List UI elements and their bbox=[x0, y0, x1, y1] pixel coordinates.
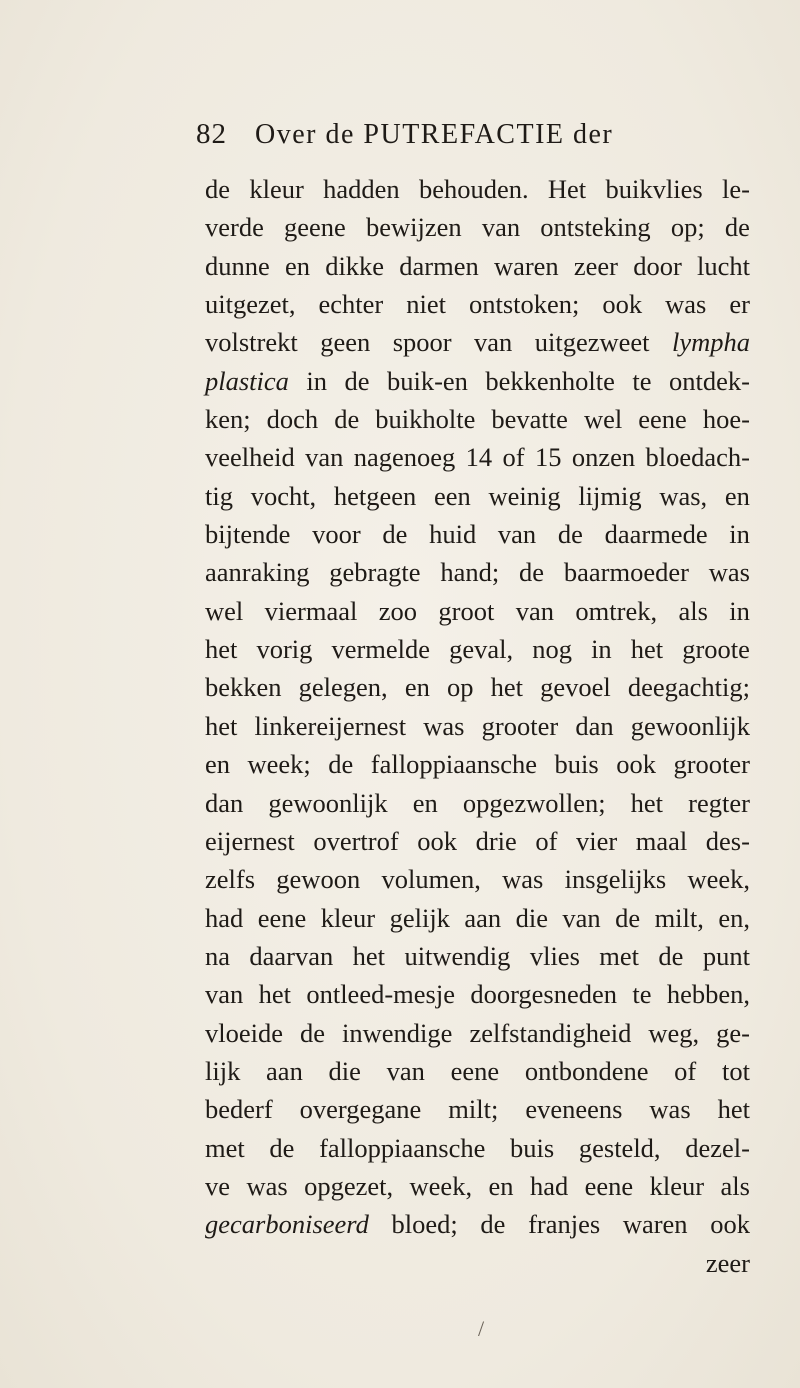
word: ook bbox=[417, 825, 457, 856]
word: de bbox=[480, 1209, 506, 1240]
word: lijmig bbox=[578, 480, 642, 511]
text-line bbox=[205, 745, 750, 783]
word: nagenoeg bbox=[353, 442, 456, 473]
word: aanraking bbox=[205, 557, 310, 588]
word: waren bbox=[493, 250, 559, 281]
word: na bbox=[205, 940, 231, 971]
word: of bbox=[674, 1055, 697, 1086]
word: en bbox=[284, 250, 310, 281]
word: buikvlies bbox=[605, 174, 703, 204]
word: ook bbox=[616, 749, 656, 780]
word: geen bbox=[320, 327, 371, 358]
text-line bbox=[205, 247, 750, 285]
text-line bbox=[205, 860, 750, 898]
text-line bbox=[205, 975, 750, 1013]
word: spoor bbox=[392, 327, 452, 358]
word: baarmoeder bbox=[563, 557, 689, 588]
word: overgegane bbox=[299, 1094, 422, 1125]
word: was bbox=[708, 557, 750, 588]
word: was, bbox=[659, 480, 708, 511]
word: en bbox=[412, 787, 438, 818]
word: de bbox=[724, 212, 750, 243]
word: week, bbox=[687, 864, 750, 895]
word: aan bbox=[266, 1055, 303, 1086]
text-line bbox=[205, 170, 750, 208]
word: van bbox=[305, 442, 344, 473]
word: 14 bbox=[465, 442, 493, 473]
word: kleur bbox=[249, 174, 304, 204]
text-line bbox=[205, 1052, 750, 1090]
word: ge- bbox=[716, 1017, 750, 1048]
catchword-line bbox=[205, 1244, 750, 1282]
word: ve bbox=[205, 1170, 231, 1201]
word: opgezwollen; bbox=[462, 787, 606, 818]
catchword: zeer bbox=[705, 1247, 750, 1278]
word: doorgesneden bbox=[470, 979, 618, 1010]
word: lympha bbox=[671, 327, 750, 358]
text-line bbox=[205, 784, 750, 822]
word: eene bbox=[638, 404, 687, 435]
word: hebben, bbox=[666, 979, 750, 1010]
word: hand; bbox=[440, 557, 500, 588]
word: bederf bbox=[205, 1094, 273, 1125]
word: de bbox=[557, 519, 583, 550]
word: daarmede bbox=[604, 519, 708, 550]
text-line bbox=[205, 1014, 750, 1052]
word: door bbox=[633, 250, 682, 281]
word: wel bbox=[583, 404, 623, 435]
text-line bbox=[205, 285, 750, 323]
text-line bbox=[205, 477, 750, 515]
word: op; bbox=[670, 212, 705, 243]
word: veelheid bbox=[205, 442, 295, 473]
word: vermelde bbox=[331, 634, 431, 665]
word: van bbox=[205, 979, 244, 1010]
word: regter bbox=[688, 787, 750, 818]
word: ontleed-mesje bbox=[306, 979, 455, 1010]
word: linkereijernest bbox=[254, 710, 407, 741]
word: buis bbox=[554, 749, 599, 780]
word: de bbox=[334, 404, 360, 435]
word: ontbondene bbox=[524, 1055, 649, 1086]
word: de bbox=[519, 557, 545, 588]
page-number: 82 bbox=[196, 118, 227, 150]
word: lijk bbox=[205, 1055, 241, 1086]
word: vloeide bbox=[205, 1017, 283, 1048]
word: tot bbox=[721, 1055, 750, 1086]
word: wel bbox=[205, 595, 244, 626]
word: punt bbox=[702, 940, 750, 971]
word: was bbox=[246, 1170, 288, 1201]
word: was bbox=[665, 289, 707, 320]
word: als bbox=[720, 1170, 750, 1201]
word: die bbox=[328, 1055, 361, 1086]
word: de bbox=[300, 1017, 326, 1048]
word: bekken bbox=[205, 672, 282, 703]
word: franjes bbox=[528, 1209, 601, 1240]
word: volumen, bbox=[381, 864, 481, 895]
word: gevoel bbox=[540, 672, 611, 703]
word: nog bbox=[532, 634, 572, 665]
word: de bbox=[205, 174, 231, 204]
running-head bbox=[196, 118, 756, 158]
word: en bbox=[488, 1170, 514, 1201]
word: het bbox=[258, 979, 291, 1010]
word: was bbox=[502, 864, 544, 895]
word: omtrek, bbox=[575, 595, 658, 626]
word: van bbox=[386, 1055, 425, 1086]
word: geene bbox=[284, 212, 346, 243]
word: echter bbox=[318, 289, 384, 320]
word: bevatte bbox=[491, 404, 568, 435]
word: gewoonlijk bbox=[630, 710, 750, 741]
word: was bbox=[649, 1094, 691, 1125]
word: met bbox=[599, 940, 640, 971]
word: en bbox=[724, 480, 750, 511]
word: eene bbox=[257, 902, 307, 933]
word: ontstoken; bbox=[468, 289, 580, 320]
word: hoe- bbox=[702, 404, 750, 435]
word: grooter bbox=[673, 749, 750, 780]
word: het bbox=[630, 634, 664, 665]
word: le- bbox=[721, 174, 750, 204]
word: de bbox=[328, 749, 354, 780]
word: zelfstandigheid bbox=[469, 1017, 632, 1048]
word: plastica bbox=[205, 365, 289, 396]
word: vorig bbox=[256, 634, 313, 665]
word: kleur bbox=[649, 1170, 705, 1201]
word: verde bbox=[205, 212, 264, 243]
word: volstrekt bbox=[205, 327, 298, 358]
word: dan bbox=[575, 710, 614, 741]
word: en, bbox=[718, 902, 750, 933]
word: doch bbox=[266, 404, 319, 435]
word: in bbox=[591, 634, 612, 665]
word: die bbox=[515, 902, 548, 933]
word: buis bbox=[510, 1132, 555, 1163]
word: zoo bbox=[378, 595, 418, 626]
word: en bbox=[404, 672, 430, 703]
margin-mark: / bbox=[478, 1316, 485, 1341]
word: in bbox=[306, 365, 328, 396]
text-line bbox=[205, 899, 750, 937]
word: milt, bbox=[654, 902, 704, 933]
text-line bbox=[205, 400, 750, 438]
word: in bbox=[729, 595, 750, 626]
word: de bbox=[382, 519, 408, 550]
word: zelfs bbox=[205, 864, 256, 895]
word: weinig bbox=[488, 480, 561, 511]
word: eene bbox=[450, 1055, 500, 1086]
word: ontsteking bbox=[540, 212, 651, 243]
text-line bbox=[205, 668, 750, 706]
word: waren bbox=[622, 1209, 688, 1240]
text-line bbox=[205, 208, 750, 246]
word: gewoonlijk bbox=[268, 787, 388, 818]
text-line bbox=[205, 438, 750, 476]
word: de bbox=[615, 902, 641, 933]
word: Het bbox=[547, 174, 587, 204]
word: in bbox=[729, 519, 750, 550]
word: of bbox=[502, 442, 525, 473]
word: het bbox=[205, 710, 238, 741]
word: kleur bbox=[320, 902, 376, 933]
word: falloppiaansche bbox=[370, 749, 538, 780]
word: niet bbox=[406, 289, 446, 320]
word: groot bbox=[438, 595, 495, 626]
word: voor bbox=[312, 519, 361, 550]
word: er bbox=[729, 289, 750, 320]
word: van bbox=[474, 327, 513, 358]
word: het bbox=[630, 787, 664, 818]
word: hetgeen bbox=[333, 480, 417, 511]
word: inwendige bbox=[342, 1017, 453, 1048]
word: dunne bbox=[205, 250, 270, 281]
body-text bbox=[205, 170, 750, 1282]
word: dezel- bbox=[685, 1132, 750, 1163]
word: grooter bbox=[481, 710, 559, 741]
text-line bbox=[205, 937, 750, 975]
word: zeer bbox=[573, 250, 619, 281]
text-line bbox=[205, 1129, 750, 1167]
text-line bbox=[205, 323, 750, 361]
word: groote bbox=[682, 634, 750, 665]
text-line bbox=[205, 1205, 750, 1243]
word: ontdek- bbox=[668, 365, 750, 396]
word: eveneens bbox=[525, 1094, 623, 1125]
word: lucht bbox=[697, 250, 750, 281]
word: daarvan bbox=[249, 940, 334, 971]
word: de bbox=[269, 1132, 295, 1163]
text-line bbox=[205, 822, 750, 860]
word: dikke bbox=[325, 250, 385, 281]
word: vocht, bbox=[250, 480, 317, 511]
word: was bbox=[423, 710, 465, 741]
word: des- bbox=[705, 825, 750, 856]
word: de bbox=[658, 940, 684, 971]
word: onzen bbox=[571, 442, 636, 473]
word: bloedach- bbox=[645, 442, 750, 473]
word: en bbox=[205, 749, 231, 780]
word: te bbox=[632, 979, 652, 1010]
word: tig bbox=[205, 480, 233, 511]
word: uitgezweet bbox=[534, 327, 650, 358]
word: milt; bbox=[448, 1094, 499, 1125]
word: vier bbox=[575, 825, 618, 856]
word: week, bbox=[409, 1170, 473, 1201]
text-line bbox=[205, 630, 750, 668]
word: van bbox=[497, 519, 537, 550]
word: buik-en bbox=[386, 365, 468, 396]
text-line bbox=[205, 1090, 750, 1128]
word: met bbox=[205, 1132, 245, 1163]
text-line bbox=[205, 553, 750, 591]
running-title: Over de PUTREFACTIE der bbox=[255, 119, 614, 150]
word: buikholte bbox=[375, 404, 476, 435]
word: huid bbox=[429, 519, 477, 550]
word: insgelijks bbox=[564, 864, 667, 895]
word: deegachtig; bbox=[627, 672, 750, 703]
word: op bbox=[446, 672, 474, 703]
word: gewoon bbox=[276, 864, 361, 895]
word: het bbox=[205, 634, 238, 665]
text-line bbox=[205, 707, 750, 745]
word: aan bbox=[464, 902, 502, 933]
text-line bbox=[205, 1167, 750, 1205]
word: gecarboniseerd bbox=[205, 1209, 369, 1240]
word: van bbox=[481, 212, 521, 243]
word: 15 bbox=[534, 442, 562, 473]
word: behouden. bbox=[418, 174, 529, 204]
word: dan bbox=[205, 787, 244, 818]
word: bewijzen bbox=[366, 212, 462, 243]
word: drie bbox=[475, 825, 517, 856]
word: bijtende bbox=[205, 519, 291, 550]
text-line bbox=[205, 592, 750, 630]
word: overtrof bbox=[313, 825, 399, 856]
word: ken; bbox=[205, 404, 251, 435]
word: weg, bbox=[648, 1017, 700, 1048]
word: uitwendig bbox=[404, 940, 511, 971]
word: eijernest bbox=[205, 825, 295, 856]
word: te bbox=[632, 365, 652, 396]
word: darmen bbox=[399, 250, 479, 281]
text-line bbox=[205, 515, 750, 553]
word: het bbox=[352, 940, 386, 971]
word: opgezet, bbox=[304, 1170, 394, 1201]
word: of bbox=[535, 825, 558, 856]
word: van bbox=[562, 902, 601, 933]
word: bekkenholte bbox=[485, 365, 615, 396]
word: geval, bbox=[449, 634, 514, 665]
word: als bbox=[678, 595, 708, 626]
text-line bbox=[205, 362, 750, 400]
word: gelegen, bbox=[298, 672, 388, 703]
word: gebragte bbox=[329, 557, 421, 588]
word: de bbox=[344, 365, 370, 396]
word: ook bbox=[602, 289, 643, 320]
word: eene bbox=[584, 1170, 634, 1201]
word: gesteld, bbox=[578, 1132, 661, 1163]
word: had bbox=[205, 902, 244, 933]
word: bloed; bbox=[391, 1209, 458, 1240]
word: viermaal bbox=[264, 595, 358, 626]
word: een bbox=[434, 480, 471, 511]
word: vlies bbox=[529, 940, 580, 971]
word: het bbox=[490, 672, 523, 703]
word: falloppiaansche bbox=[319, 1132, 486, 1163]
word: hadden bbox=[323, 174, 400, 204]
word: uitgezet, bbox=[205, 289, 296, 320]
word: week; bbox=[247, 749, 311, 780]
word: ook bbox=[710, 1209, 750, 1240]
word: had bbox=[529, 1170, 569, 1201]
word: van bbox=[515, 595, 554, 626]
word: maal bbox=[635, 825, 688, 856]
word: gelijk bbox=[389, 902, 450, 933]
word: het bbox=[717, 1094, 750, 1125]
